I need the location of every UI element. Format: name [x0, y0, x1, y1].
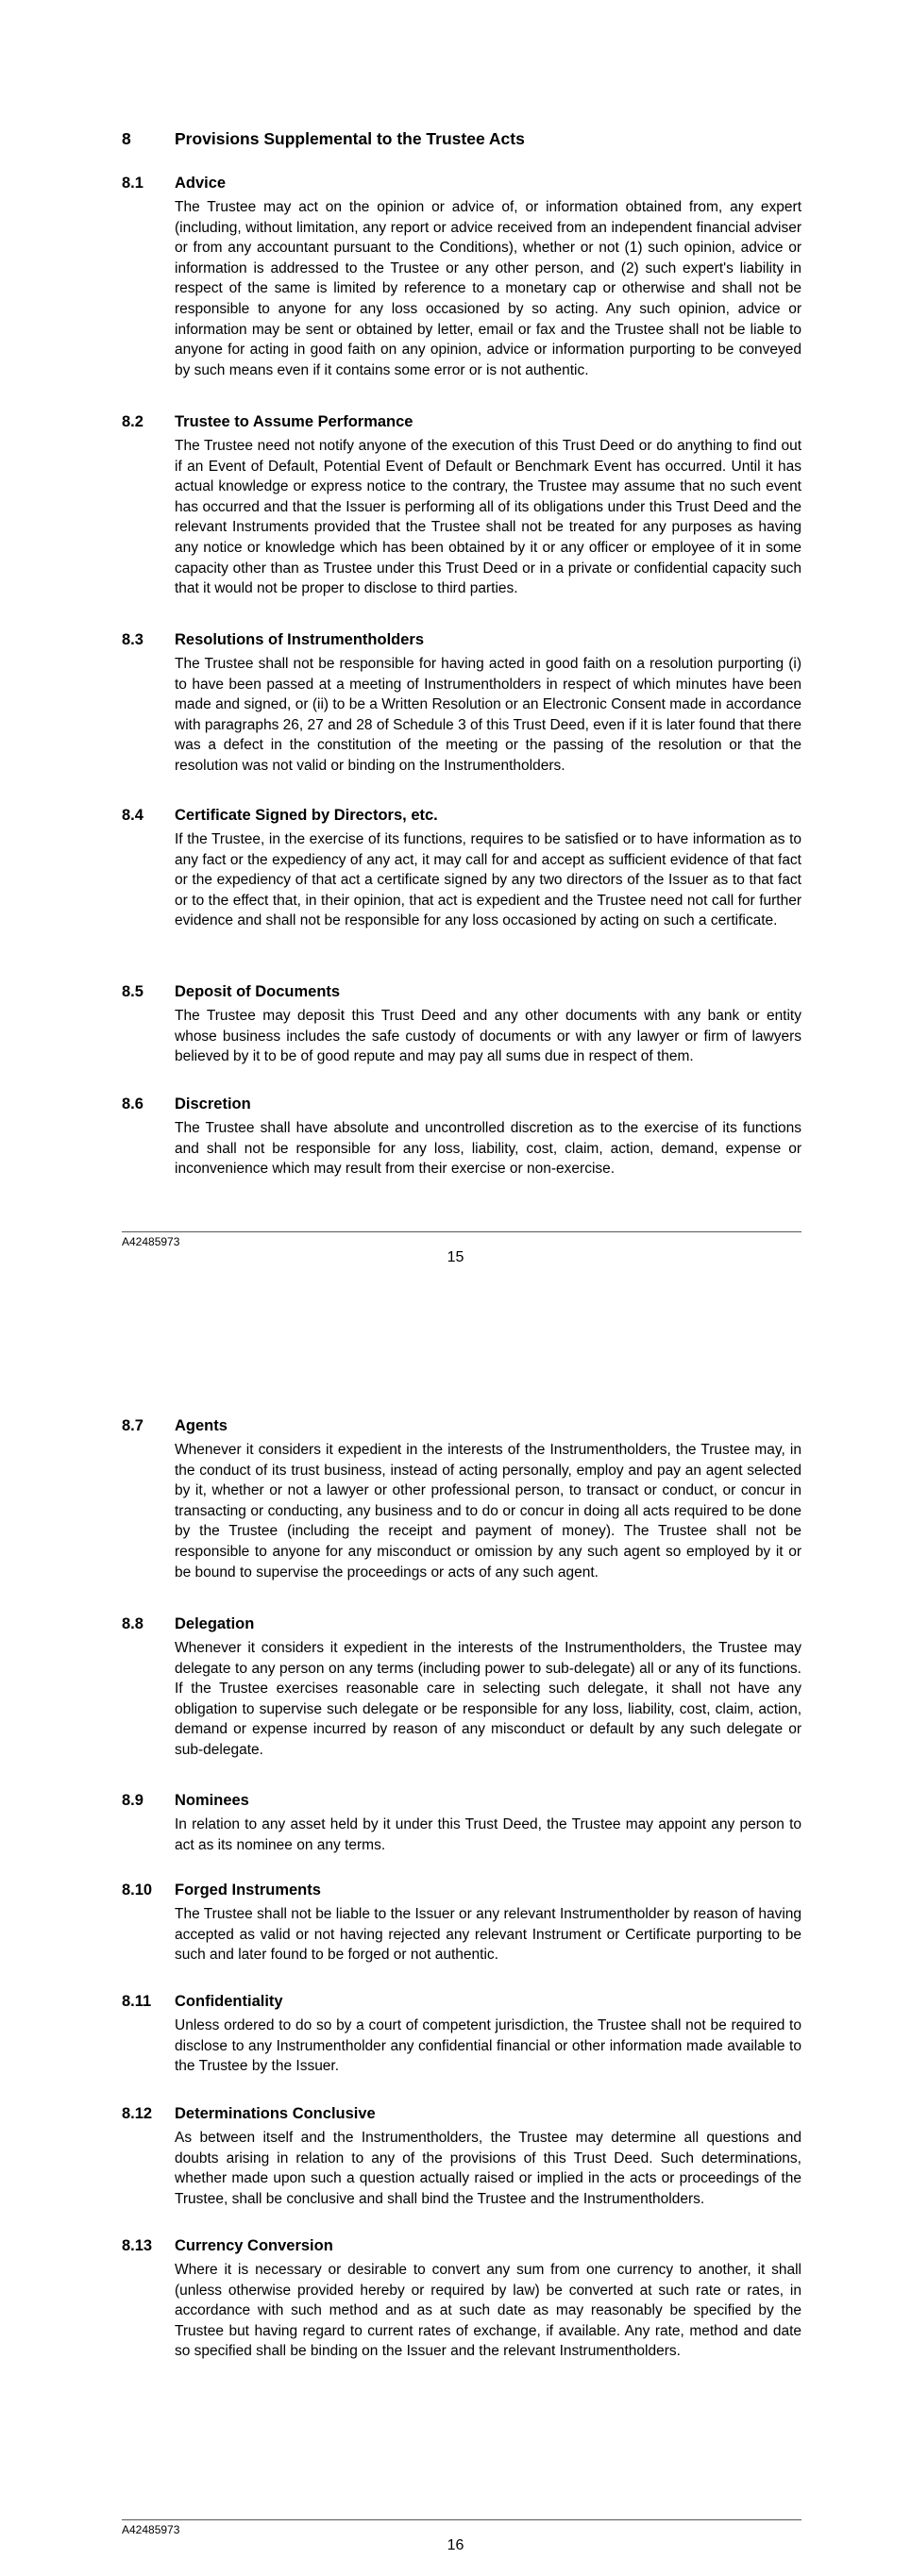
- section-heading: [122, 2103, 801, 2124]
- document-reference: A42485973: [122, 2523, 180, 2536]
- section-8-1: [122, 173, 801, 380]
- section-title: Deposit of Documents: [175, 983, 341, 1000]
- section-number: 8.4: [122, 807, 143, 824]
- section-8-10: [122, 1880, 801, 1965]
- section-number: 8.8: [122, 1615, 143, 1632]
- section-body: In relation to any asset held by it under this Trust Deed, the Trustee may appoint any person to act as its nominee on any terms.: [175, 1816, 801, 1853]
- section-title: Certificate Signed by Directors, etc.: [175, 807, 438, 824]
- section-8-6: [122, 1094, 801, 1179]
- section-title: Confidentiality: [175, 1993, 283, 2010]
- section-body: Unless ordered to do so by a court of competent jurisdiction, the Trustee shall not be required to disclose to any Instrumentholder any confidential financial or other information made available to the Trustee by the Issuer.: [175, 2017, 801, 2075]
- section-8-9: [122, 1790, 801, 1855]
- section-8-11: [122, 1991, 801, 2077]
- section-number: 8.1: [122, 175, 143, 192]
- section-8-4: [122, 805, 801, 931]
- section-title: Discretion: [175, 1096, 251, 1112]
- section-8-3: [122, 629, 801, 777]
- section-number: 8.10: [122, 1882, 153, 1899]
- section-heading: [122, 2235, 801, 2256]
- main-heading-number: 8: [122, 129, 131, 148]
- section-heading: [122, 1094, 801, 1114]
- section-heading: [122, 1790, 801, 1811]
- section-8-2: [122, 411, 801, 599]
- section-8-5: [122, 981, 801, 1067]
- section-body: The Trustee shall not be liable to the Issuer or any relevant Instrumentholder by reason of having accepted as valid or not having rejected any relevant Instrument or Certificate purporting to be such and later found to be forged or not authentic.: [175, 1906, 801, 1964]
- footer-rule: [122, 2519, 801, 2520]
- section-body: The Trustee shall not be responsible for having acted in good faith on a resolution purporting (i) to have been passed at a meeting of Instrumentholders in respect of which minutes have been made and signed, or (ii) to be a Written Resolution or an Electronic Consent made in accordance with paragraphs 26, 27 and 28 of Schedule 3 of this Trust Deed, even if it is later found that there was a defect in the constitution of the meeting or the passing of the resolution or that the resolution was not valid or binding on the Instrumentholders.: [175, 656, 801, 774]
- section-title: Resolutions of Instrumentholders: [175, 631, 425, 648]
- section-body: Whenever it considers it expedient in the interests of the Instrumentholders, the Trustee may delegate to any person on any terms (including power to sub-delegate) all or any of its functions. If the Trustee exercises reasonable care in selecting such delegate, it shall not have any obligation to supervise such delegate or be responsible for any loss, liability, cost, claim, action, demand or expense incurred by reason of any misconduct or default by any such delegate or sub-delegate.: [175, 1640, 801, 1758]
- page-number: 15: [447, 1249, 464, 1265]
- section-number: 8.11: [122, 1993, 152, 2010]
- section-number: 8.2: [122, 413, 143, 430]
- section-body: The Trustee may deposit this Trust Deed and any other documents with any bank or entity whose business includes the safe custody of documents or with any lawyer or firm of lawyers believed by it to be of good repute and may pay all sums due in respect of them.: [175, 1008, 801, 1065]
- section-8-7: [122, 1415, 801, 1582]
- section-title: Delegation: [175, 1615, 255, 1632]
- section-body: The Trustee need not notify anyone of the execution of this Trust Deed or do anything to find out if an Event of Default, Potential Event of Default or Benchmark Event has occurred. Until it has actual knowledge or express notice to the contrary, the Trustee may assume that no such event has occurred and that the Issuer is performing all of its obligations under this Trust Deed and the relevant Instruments provided that the Trustee shall not be treated for any purposes as having any notice or knowledge which has been obtained by it or any officer or employee of it in some capacity other than as Trustee under this Trust Deed or in a private or confidential capacity such that it would not be proper to disclose to third parties.: [175, 438, 801, 597]
- section-title: Agents: [175, 1417, 228, 1434]
- section-heading: [122, 629, 801, 650]
- section-heading: [122, 411, 801, 432]
- section-number: 8.13: [122, 2237, 153, 2254]
- section-title: Advice: [175, 175, 227, 192]
- page-number: 16: [447, 2537, 464, 2553]
- section-title: Trustee to Assume Performance: [175, 413, 413, 430]
- section-heading: [122, 1991, 801, 2012]
- section-number: 8.9: [122, 1792, 143, 1809]
- section-8-12: [122, 2103, 801, 2209]
- section-heading: [122, 1880, 801, 1900]
- section-number: 8.12: [122, 2105, 153, 2122]
- section-number: 8.5: [122, 983, 143, 1000]
- section-heading: [122, 1614, 801, 1634]
- section-heading: [122, 981, 801, 1002]
- section-body: Where it is necessary or desirable to convert any sum from one currency to another, it shall (unless otherwise provided hereby or required by law) be converted at such rate or rates, in accordance with such method and as at such date as may reasonably be specified by the Trustee but having regard to current rates of exchange, if available. Any rate, method and date so specified shall be binding on the Issuer and the relevant Instrumentholders.: [175, 2262, 801, 2360]
- section-heading: [122, 805, 801, 826]
- section-body: If the Trustee, in the exercise of its functions, requires to be satisfied or to have information as to any fact or the expediency of any act, it may call for and accept as sufficient evidence of that fact or the expediency of that act a certificate signed by any two directors of the Issuer as to that fact or to the effect that, in their opinion, that act is expedient and the Trustee need not call for further evidence and shall not be responsible for any loss occasioned by acting on such a certificate.: [175, 831, 801, 929]
- section-body: The Trustee shall have absolute and uncontrolled discretion as to the exercise of its functions and shall not be responsible for any loss, liability, cost, claim, action, demand, expense or inconvenience which may result from their exercise or non-exercise.: [175, 1120, 801, 1178]
- document-reference: A42485973: [122, 1235, 180, 1248]
- main-heading-title: Provisions Supplemental to the Trustee Acts: [175, 129, 525, 148]
- section-8-13: [122, 2235, 801, 2362]
- footer-rule: [122, 1231, 801, 1232]
- section-body: As between itself and the Instrumentholders, the Trustee may determine all questions and doubts arising in relation to any of the provisions of this Trust Deed. Such determinations, whether made upon such a question actually raised or implied in the acts or proceedings of the Trustee, shall be conclusive and shall bind the Trustee and the Instrumentholders.: [175, 2130, 801, 2207]
- document-page-16: [0, 1288, 911, 2576]
- section-body: Whenever it considers it expedient in the interests of the Instrumentholders, the Trustee may, in the conduct of its trust business, instead of acting personally, employ and pay an agent selected by it, whether or not a lawyer or other professional person, to transact or conduct, or concur in transacting or conducting, any business and to do or concur in doing all acts required to be done by the Trustee (including the receipt and payment of money). The Trustee shall not be responsible to anyone for any misconduct or omission by any such agent so employed by it or be bound to supervise the proceedings or acts of any such agent.: [175, 1442, 801, 1581]
- section-title: Determinations Conclusive: [175, 2105, 376, 2122]
- section-number: 8.6: [122, 1096, 143, 1112]
- section-heading: [122, 173, 801, 193]
- main-heading: [122, 129, 801, 149]
- section-heading: [122, 1415, 801, 1436]
- section-8-8: [122, 1614, 801, 1761]
- section-body: The Trustee may act on the opinion or advice of, or information obtained from, any expert (including, without limitation, any report or advice received from an independent financial adviser or from any accountant pursuant to the Conditions), whether or not (1) such opinion, advice or information is addressed to the Trustee or any other person, and (2) such expert's liability in respect of the same is limited by reference to a monetary cap or otherwise and shall not be responsible to anyone for any loss occasioned by so acting. Any such opinion, advice or information may be sent or obtained by letter, email or fax and the Trustee shall not be liable to anyone for acting in good faith on any opinion, advice or information purporting to be conveyed by such means even if it contains some error or is not authentic.: [175, 199, 801, 378]
- section-title: Nominees: [175, 1792, 249, 1809]
- section-number: 8.3: [122, 631, 143, 648]
- section-title: Currency Conversion: [175, 2237, 333, 2254]
- section-title: Forged Instruments: [175, 1882, 321, 1899]
- section-number: 8.7: [122, 1417, 143, 1434]
